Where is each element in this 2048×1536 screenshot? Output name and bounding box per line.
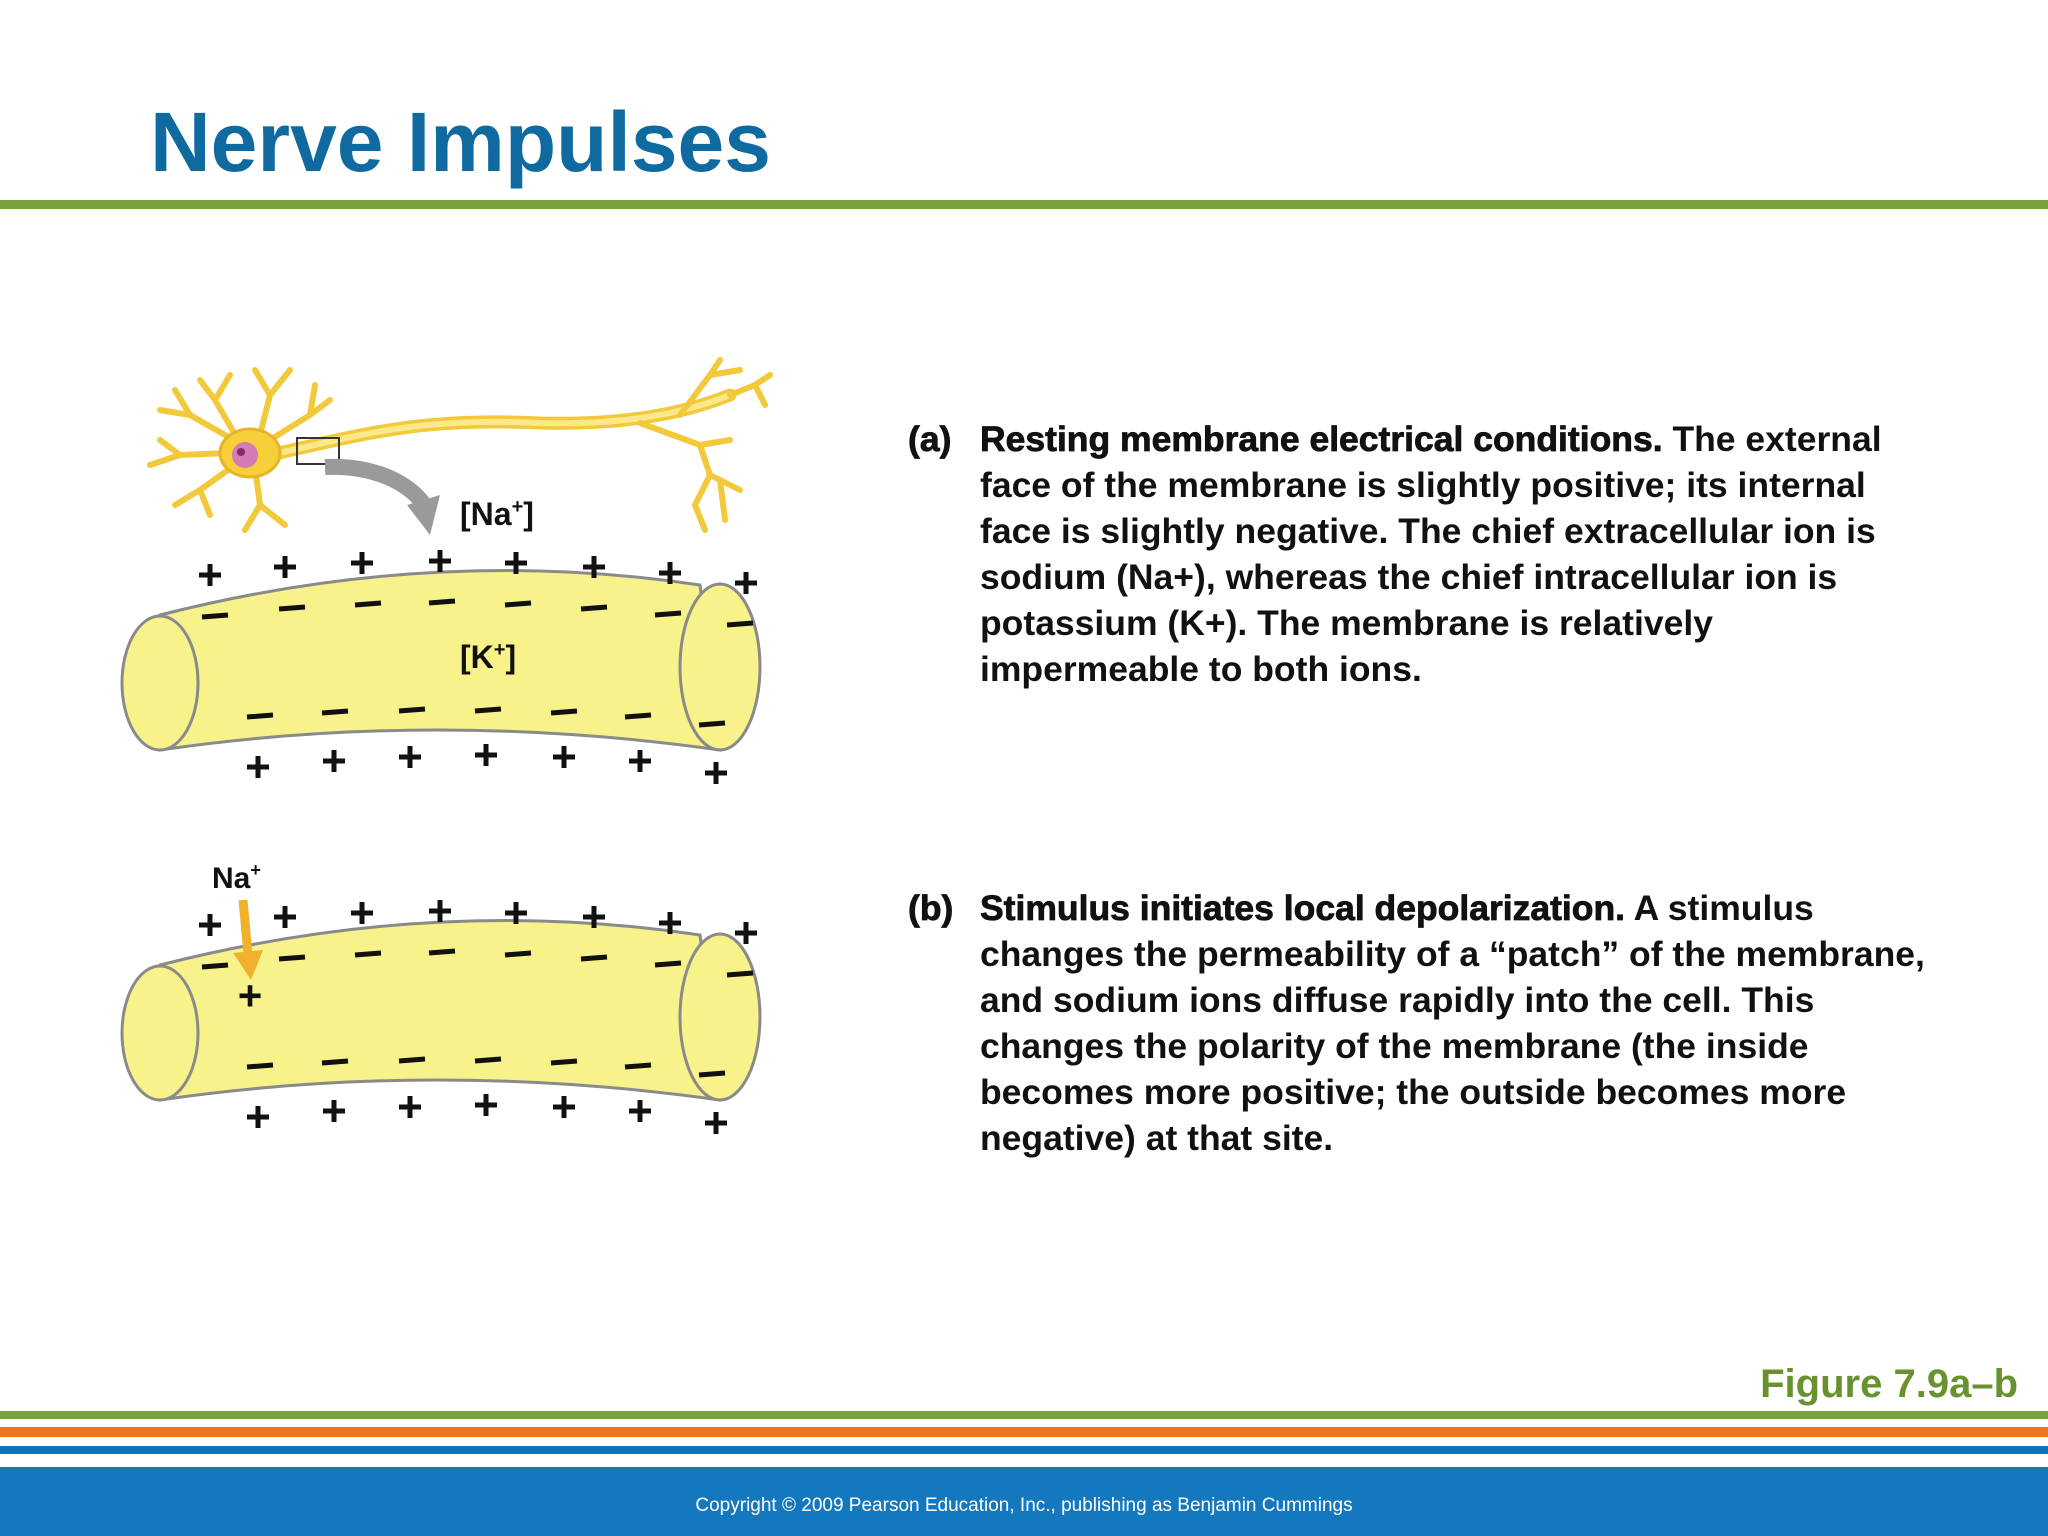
caption-b-text: A stimulus changes the permeability of a “patch” of the membrane, and sodium ions diffuse rapidly into the cell. This changes the polarity of the membrane (the inside becomes more positive; the outside becomes more negative) at that site. [980,888,1925,1158]
outer-plus-charge [323,750,345,772]
inner-minus-charge [727,973,753,975]
inner-minus-charge [727,623,753,625]
inner-minus-charge [505,953,531,955]
caption-a-text: The external face of the membrane is slightly positive; its internal face is slightly negative. The chief extracellular ion is sodium (Na+), whereas the chief intracellular ion is potassium (K+). The membrane is relatively impermeable to both ions. [980,419,1882,689]
inner-minus-charge [551,711,577,713]
inner-minus-charge [279,957,305,959]
footer-stripe-orange [0,1427,2048,1437]
outer-plus-charge [429,900,451,922]
inner-minus-charge [625,715,651,717]
outer-plus-charge [629,750,651,772]
inner-minus-charge [475,1059,501,1061]
outer-plus-charge [274,556,296,578]
slide-title: Nerve Impulses [150,95,771,189]
inner-minus-charge [399,709,425,711]
caption-a-label: (a) [908,419,952,459]
inner-minus-charge [322,1061,348,1063]
inner-minus-charge [699,1073,725,1075]
outer-plus-charge [399,1096,421,1118]
svg-text:[K+] [460,639,516,675]
caption-b-heading: Stimulus initiates local depolarization. [980,888,1626,928]
outer-plus-charge [735,922,757,944]
title-divider [0,200,2048,209]
outer-plus-charge [705,762,727,784]
na-plus-superscript: + [511,496,524,518]
caption-b-label: (b) [908,888,954,928]
outer-plus-charge [274,906,296,928]
inner-minus-charge [625,1065,651,1067]
inner-minus-charge [355,603,381,605]
na-ion-label: Na [212,862,251,895]
inner-minus-charge [399,1059,425,1061]
inner-minus-charge [699,723,725,725]
inner-minus-charge [655,963,681,965]
inner-minus-charge [655,613,681,615]
outer-plus-charge [553,746,575,768]
outer-plus-charge [429,550,451,572]
outer-plus-charge [735,572,757,594]
membrane-diagram [120,355,860,1155]
caption-b [908,885,1938,1161]
footer-stripe-blue [0,1446,2048,1454]
inner-minus-charge [475,709,501,711]
caption-a [908,416,1938,692]
k-concentration-label: [K [460,639,494,675]
inner-minus-charge [551,1061,577,1063]
outer-plus-charge [351,552,373,574]
na-bracket: ] [523,496,534,532]
copyright-text: Copyright © 2009 Pearson Education, Inc., publishing as Benjamin Cummings [695,1495,1353,1516]
inner-minus-charge [581,607,607,609]
footer-stripe-green [0,1411,2048,1419]
outer-plus-charge [247,756,269,778]
inner-minus-charge [581,957,607,959]
figure-reference: Figure 7.9a–b [1760,1362,2018,1406]
inner-minus-charge [202,965,228,967]
inner-minus-charge [505,603,531,605]
inside-positive-charge: + [237,972,263,1019]
outer-plus-charge [199,564,221,586]
svg-text:[Na+] [460,496,534,532]
inner-minus-charge [202,615,228,617]
outer-plus-charge [399,746,421,768]
outer-plus-charge [247,1106,269,1128]
inner-minus-charge [355,953,381,955]
axon-segment-resting [122,570,760,750]
outer-plus-charge [475,1094,497,1116]
inner-minus-charge [247,1065,273,1067]
axon-segment-depolarized [122,920,760,1100]
outer-plus-charge [351,902,373,924]
outer-plus-charge [553,1096,575,1118]
inner-minus-charge [322,711,348,713]
outer-plus-charge [475,744,497,766]
outer-plus-charge [323,1100,345,1122]
inner-minus-charge [247,715,273,717]
k-bracket: ] [505,639,517,675]
svg-text:Na+ [212,860,261,895]
k-plus-superscript: + [493,639,506,661]
inner-minus-charge [429,951,455,953]
outer-plus-charge [199,914,221,936]
inner-minus-charge [429,601,455,603]
na-ion-superscript: + [250,860,261,880]
inner-minus-charge [279,607,305,609]
outer-plus-charge [629,1100,651,1122]
na-concentration-label: [Na [460,496,512,532]
outer-plus-charge [705,1112,727,1134]
caption-a-heading: Resting membrane electrical conditions. [980,419,1663,459]
